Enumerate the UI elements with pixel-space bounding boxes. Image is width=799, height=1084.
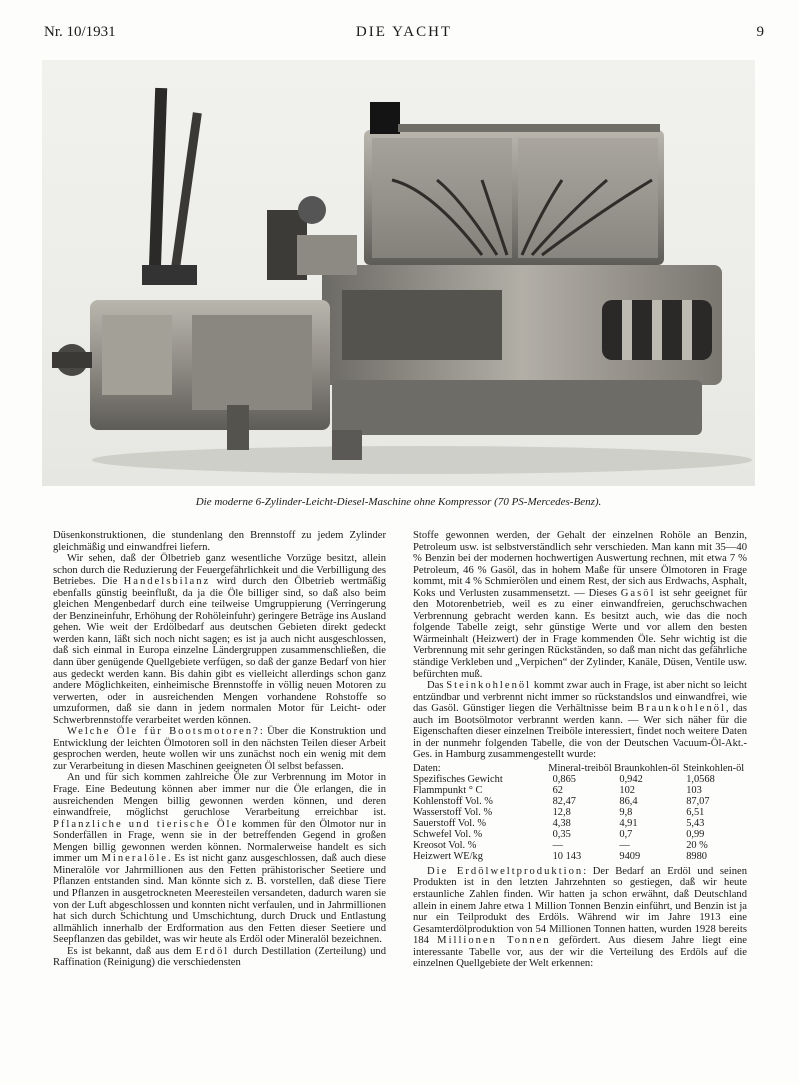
text-run: Es ist bekannt, daß aus dem — [67, 945, 196, 957]
row-label: Kohlenstoff Vol. % — [413, 795, 493, 807]
text-run: Das — [427, 680, 447, 692]
text-run: . Es ist nicht ganz ausgeschlossen, daß auch diese Mineralöle vor Jahrmillionen aus den Fetten prähistorischer Seetiere und Pflanzen entstanden sind. Man könnte sich z. B. vorstellen, daß diese Tiere und Pflanzen in ausgetrockneten Meeresteilen versandeten, dadurch waren sie von der Luft abgeschlossen und konnten nicht verfaulen, und in Jahrmillionen hat sich durch Schichtung und Umschichtung, durch Druck und Entlastung allmählich innerhalb der Erdformation aus den Fetten dieser Seetiere und Seepflanzen das gebildet, was wir heute als Erdöl oder Mineralöl bezeichnen. — [53, 853, 386, 946]
paragraph — [53, 530, 386, 553]
table-cell: 0,942 — [619, 773, 643, 785]
table-cell: — — [552, 839, 563, 851]
row-label: Sauerstoff Vol. % — [413, 817, 487, 829]
paragraph — [413, 680, 747, 761]
figure-caption: Die moderne 6-Zylinder-Leicht-Diesel-Maschine ohne Kompressor (70 PS-Mercedes-Benz). — [195, 496, 602, 508]
text-run: kommt zwar auch in Frage, ist aber nicht so leicht entzündbar und verbrennt nicht immer so rückstandslos und einwandfrei, wie das Gasöl. Günstiger liegen die Verhältnisse beim — [413, 680, 747, 715]
table-row — [413, 851, 747, 862]
spaced-emphasis: Gasöl — [620, 587, 656, 599]
table-cell: 0,865 — [552, 773, 576, 785]
page-header — [44, 24, 764, 42]
table-cell: 87,07 — [686, 795, 710, 807]
right-column — [413, 530, 747, 970]
table-cell: 86,4 — [619, 795, 638, 807]
table-cell: 0,35 — [552, 828, 571, 840]
paragraph — [53, 553, 386, 726]
paragraph — [413, 866, 747, 970]
page-number: 9 — [756, 24, 764, 40]
text-run: Düsenkonstruktionen, die stundenlang den Brennstoff zu jedem Zylinder gleichmäßig und einwandfrei liefern. — [53, 530, 386, 553]
table-row — [413, 807, 747, 818]
table-cell: 10 143 — [552, 850, 582, 862]
row-label: Spezifisches Gewicht — [413, 773, 503, 785]
table-header-cell: Braunkohlen-öl — [614, 762, 680, 774]
table-row — [413, 840, 747, 851]
table-cell: 8980 — [686, 850, 707, 862]
table-header-cell: Steinkohlen-öl — [683, 762, 745, 774]
journal-title: DIE YACHT — [355, 24, 453, 40]
spaced-emphasis: Handelsbilanz — [123, 576, 211, 588]
table-cell: 0,7 — [619, 828, 633, 840]
text-run: kommen für den Ölmotor nur in Sonderfällen in Frage, wenn sie in der betreffenden Gegend in großen Mengen billig gewonnen werden können. Normalerweise handelt es sich immer um — [53, 818, 386, 865]
table-body — [413, 774, 747, 862]
right-column-top-text — [413, 530, 747, 761]
spaced-emphasis: Mineralöle — [101, 853, 168, 865]
table-row — [413, 796, 747, 807]
spaced-emphasis: Braunkohlenöl — [637, 703, 727, 715]
text-run: Stoffe gewonnen werden, der Gehalt der einzelnen Rohöle an Benzin, Petroleum usw. ist selbstverständlich sehr verschieden. Man kann mit 35—40 % Benzin bei der modernen hochwertigen Auswertung rechnen, mit etwa 7 % Petroleum, 46 % Gasöl, das in hohem Maße für unsere Ölmotoren in Frage kommt, mit 4 % Schmierölen und einem Rest, der sich aus Erdwachs, Asphalt, Koks und Verlusten zusammensetzt. — Dieses — [413, 530, 747, 599]
table-cell: 82,47 — [552, 795, 576, 807]
table-cell: 1,0568 — [686, 773, 715, 785]
table-cell: 4,38 — [552, 817, 571, 829]
table-header-row — [413, 763, 747, 774]
text-run: durch Destillation (Zerteilung) und Raffination (Reinigung) die verschiedensten — [53, 945, 386, 969]
table-cell: 12,8 — [552, 806, 571, 818]
text-run: An und für sich kommen zahlreiche Öle zur Verbrennung im Motor in Frage. Eine Bedeutung können aber immer nur die Öle erlangen, die in ausreichenden Mengen billig gewonnen werden können, und deren einwandfreie, möglichst geruchlose Verarbeitung erreichbar ist. — [53, 772, 386, 819]
engine-photo — [42, 60, 755, 486]
spaced-emphasis: Steinkohlenöl — [446, 680, 532, 692]
table-cell: 9409 — [619, 850, 641, 862]
table-cell: 20 % — [686, 839, 708, 851]
paragraph — [53, 726, 386, 772]
table-row — [413, 774, 747, 785]
fuel-data-table — [413, 763, 747, 862]
spaced-emphasis: Die Erdölweltproduktion — [427, 865, 584, 877]
table-cell: 6,51 — [686, 806, 705, 818]
spaced-emphasis: Welche Öle für Bootsmotoren? — [67, 726, 260, 738]
table-cell: 62 — [552, 784, 563, 796]
table-header-cell: Daten: — [413, 762, 441, 774]
paragraph — [53, 772, 386, 945]
text-run: gefördert. Aus diesem Jahre liegt eine interessante Tabelle vor, aus der wir die Verteilung des Erdöls auf die einzelnen Quellgebiete der Welt erkennen: — [413, 935, 747, 970]
table-row — [413, 829, 747, 840]
issue-number: Nr. 10/1931 — [44, 24, 116, 40]
paragraph — [53, 946, 386, 969]
text-run: wird durch den Ölbetrieb wertmäßig ebenfalls günstig beeinflußt, da ja die Öle billiger sind, so daß also beim gleichen Mengenbedarf durch eine teilweise Umgruppierung (Verringerung der Benzineinfuhr, Erhöhung der Rohöleinfuhr) geringere Beträge ins Ausland gehen. Wie weit der Erdölbedarf aus deutschen Gebieten direkt gedeckt werden kann, läßt sich noch nicht sagen; es ist ja auch nicht ausgeschlossen, daß sich einmal in Europa einzelne Ländergruppen zusammenschließen, die dann über genügende Quellgebiete verfügen, so daß der ganze Bedarf von hier aus gedeckt werden kann. Bis dahin gibt es vielleicht allerdings schon ganz andere Möglichkeiten, einheimische Brennstoffe in völlig neuen Motoren zu verwerten, oder in ausreichenden Mengen vorhandene Rohstoffe so umzuformen, daß sie dann in jedem normalen Motor für Leicht- oder Schwerbrennstoffe verarbeitet werden können. — [53, 576, 386, 726]
table-row — [413, 818, 747, 829]
row-label: Wasserstoff Vol. % — [413, 806, 493, 818]
spaced-emphasis: Erdöl — [195, 945, 230, 957]
row-label: Heizwert WE/kg — [413, 850, 483, 862]
table-cell: 0,99 — [686, 828, 705, 840]
right-column-bottom-text — [413, 866, 747, 970]
text-run: Wir sehen, daß der Ölbetrieb ganz wesentliche Vorzüge besitzt, allein schon durch die Reduzierung der Feuergefährlichkeit und die Verbilligung des Betriebes. Die — [53, 553, 386, 588]
table-cell: 5,43 — [686, 817, 705, 829]
left-column — [53, 530, 386, 969]
row-label: Kreosot Vol. % — [413, 839, 477, 851]
row-label: Schwefel Vol. % — [413, 828, 483, 840]
table-row — [413, 785, 747, 796]
row-label: Flammpunkt ° C — [413, 784, 483, 796]
text-run: : Über die Konstruktion und Entwicklung der leichten Ölmotoren soll in den nächsten Teilen dieser Arbeit gesprochen werden, heute wollen wir uns zunächst noch ein wenig mit dem zur Verarbeitung in diesen Maschinen geeigneten Öl selbst befassen. — [53, 726, 386, 772]
table-cell: 9,8 — [619, 806, 633, 818]
text-run: ist sehr geeignet für den Motorenbetrieb, weil es zu einer einwandfreien, geruchschwachen Verbrennung gebracht werden kann. Es besitzt auch, wie das die noch folgende Tabelle zeigt, sehr günstige Werte und vor allem den besten Wärmeinhalt (Heizwert) der in Frage kommenden Öle. Sehr wichtig ist die Verbrennung mit sehr geringen Rückständen, so daß man nicht das gefährliche ständige Verkleben und „Verpichen“ der Zylinder, Kanäle, Düsen, Ventile usw. befürchten muß. — [413, 587, 747, 680]
spaced-emphasis: Pflanzliche und tierische Öle — [53, 818, 239, 830]
table-cell: 102 — [619, 784, 635, 796]
paragraph — [413, 530, 747, 680]
spaced-emphasis: Millionen Tonnen — [437, 935, 551, 947]
table-cell: — — [619, 839, 630, 851]
text-run: , das auch im Bootsölmotor verbrannt werden kann. — Wer sich näher für die Eigenschaften dieser einzelnen Treiböle interessiert, findet noch weitere Daten in der nunmehr folgenden Tabelle, die von der Deutschen Vacuum-Öl-Akt.-Ges. in Hamburg zusammengestellt wurde: — [413, 703, 747, 761]
table-header-cell: Mineral-treiböl — [548, 762, 612, 774]
diesel-engine-illustration — [42, 60, 755, 486]
table-cell: 4,91 — [619, 817, 638, 829]
table-cell: 103 — [686, 784, 702, 796]
text-run: : Der Bedarf an Erdöl und seinen Produkten ist in den letzten Jahrzehnten so gestiegen, daß wir heute erstaunliche Zahlen finden. Wir hatten ja schon erwähnt, daß Deutschland allein in einem Jahre etwa 1 Million Tonnen Benzin einführt, und Benzin ist ja nur ein Teilprodukt des Erdöls. Während wir im Jahre 1913 eine Gesamterdölproduktion von 54 Millionen Tonnen hatten, wurden 1928 bereits 184 — [413, 865, 747, 947]
